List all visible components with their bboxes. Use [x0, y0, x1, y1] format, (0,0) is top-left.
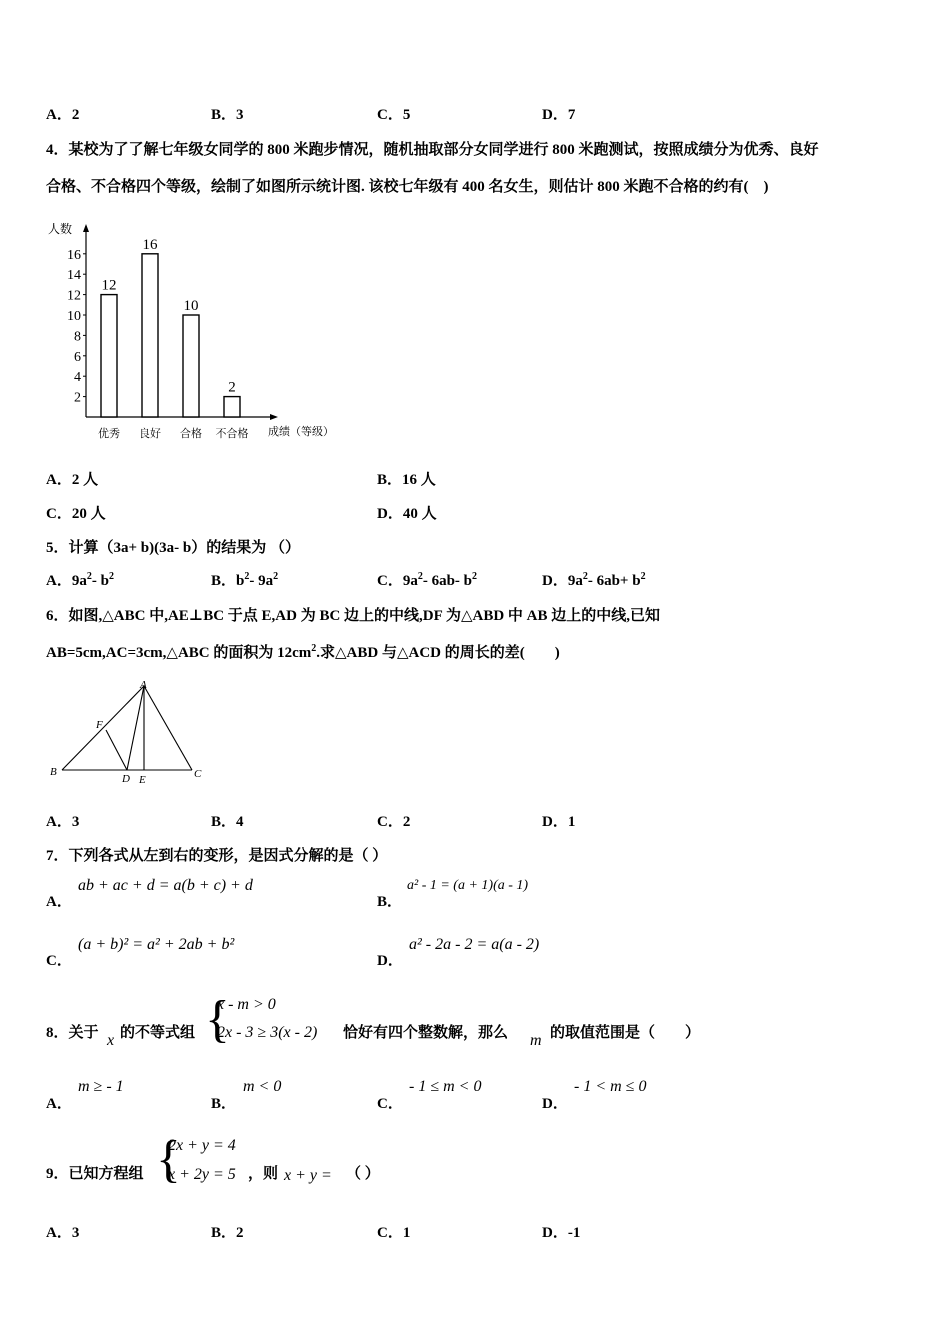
- q5-option-c: C．$9a^2-$ 6ab- $b^2$: [377, 571, 478, 589]
- y-tick-label: 4: [74, 370, 81, 386]
- q9-middle: ，则: [248, 1166, 279, 1182]
- x-tick-label: 合格: [180, 428, 202, 440]
- q9-brace: {: [156, 1131, 181, 1188]
- q4-option-b: B．16 人: [377, 472, 436, 488]
- q8-option-a-expr: m ≥ - 1: [78, 1078, 124, 1095]
- x-tick-label: 不合格: [215, 428, 249, 440]
- bar-data-label: 2: [228, 379, 236, 396]
- q5-text: 5．计算（3a+ b)(3a- b）的结果为 （）: [46, 540, 300, 556]
- q3-option-c: C．5: [377, 107, 411, 123]
- q4-option-c: C．20 人: [46, 506, 106, 522]
- q6-option-a: A．3: [46, 814, 80, 830]
- label-c: C: [194, 768, 202, 780]
- label-b: B: [50, 766, 57, 778]
- q7-option-b-letter: B．: [377, 894, 403, 910]
- q9-expr: x + y =: [284, 1167, 332, 1184]
- x-axis-arrow: [270, 414, 278, 420]
- q7-option-c-letter: C．: [46, 953, 72, 969]
- bar-3: [183, 315, 199, 417]
- q4-option-a: A．2 人: [46, 472, 99, 488]
- q8-var-x: x: [107, 1032, 115, 1049]
- median-ad: [127, 686, 144, 770]
- y-tick-label: 6: [74, 349, 81, 365]
- q4-option-d: D．40 人: [377, 506, 437, 522]
- q9-option-a: A．3: [46, 1225, 80, 1241]
- y-axis-label: 人数: [48, 222, 73, 236]
- q9-prefix: 9．已知方程组: [46, 1166, 144, 1182]
- q8-option-c-expr: - 1 ≤ m < 0: [409, 1078, 482, 1095]
- label-e: E: [139, 774, 146, 786]
- side-ab: [62, 686, 144, 770]
- y-tick-label: 12: [67, 288, 81, 304]
- x-axis-label: 成绩（等级）: [268, 426, 334, 438]
- label-d: D: [122, 773, 130, 785]
- q8-middle: 的不等式组: [120, 1025, 196, 1041]
- label-a: A: [140, 679, 147, 691]
- y-tick-label: 16: [67, 247, 81, 263]
- q9-option-d: D．-1: [542, 1225, 581, 1241]
- y-tick-label: 10: [67, 309, 81, 324]
- q8-option-b-expr: m < 0: [243, 1078, 282, 1095]
- q6-option-b: B．4: [211, 814, 244, 830]
- q7-option-c-expr: (a + b)² = a² + 2ab + b²: [78, 936, 235, 953]
- q8-option-a-letter: A．: [46, 1096, 72, 1112]
- q8-system-line2: 2x - 3 ≥ 3(x - 2): [217, 1024, 318, 1041]
- bar-data-label: 16: [142, 236, 158, 253]
- q4-text-line2: 合格、不合格四个等级，绘制了如图所示统计图. 该校七年级有 400 名女生，则估计 800 米跑不合格的约有( ): [46, 179, 769, 195]
- q7-option-d-expr: a² - 2a - 2 = a(a - 2): [409, 936, 540, 953]
- q5-option-a: A．$9a^2-$ $b^2$: [46, 571, 114, 589]
- q9-option-b: B．2: [211, 1225, 244, 1241]
- x-tick-label: 优秀: [98, 428, 120, 440]
- q4-bar-chart: [44, 218, 354, 448]
- q9-end: （ ）: [346, 1166, 380, 1182]
- q6-text-line1: 6．如图,△ABC 中,AE⊥BC 于点 E,AD 为 BC 边上的中线,DF 为△ABD 中 AB 边上的中线,已知: [46, 608, 661, 624]
- q8-var-m: m: [530, 1032, 542, 1049]
- q8-brace: {: [205, 991, 230, 1048]
- q7-option-a-expr: ab + ac + d = a(b + c) + d: [78, 877, 253, 894]
- bar-data-label: 12: [101, 277, 117, 294]
- q7-option-d-letter: D．: [377, 953, 403, 969]
- q6-text-line2: AB=5cm,AC=3cm,△ABC 的面积为 $12cm^2$.求△ABD 与△ACD 的周长的差( ): [46, 643, 560, 661]
- q3-option-b: B．3: [211, 107, 244, 123]
- q7-option-b-expr: a² - 1 = (a + 1)(a - 1): [407, 878, 529, 893]
- q8-suffix: 恰好有四个整数解，那么: [343, 1025, 509, 1041]
- q8-system-line1: x - m > 0: [217, 996, 276, 1013]
- bar-1: [101, 295, 117, 417]
- q3-option-d: D．7: [542, 107, 576, 123]
- y-tick-label: 8: [74, 329, 81, 345]
- q8-option-c-letter: C．: [377, 1096, 403, 1112]
- bar-data-label: 10: [183, 298, 199, 314]
- median-df: [106, 730, 127, 770]
- q8-prefix: 8．关于: [46, 1025, 99, 1041]
- q9-system-line1: 2x + y = 4: [168, 1137, 236, 1154]
- bar-4: [224, 397, 240, 417]
- q6-option-c: C．2: [377, 814, 411, 830]
- q8-option-d-expr: - 1 < m ≤ 0: [574, 1078, 647, 1095]
- q8-end: 的取值范围是（ ）: [550, 1025, 701, 1041]
- y-tick-label: 2: [74, 390, 81, 406]
- q3-option-a: A．2: [46, 107, 80, 123]
- x-tick-label: 良好: [139, 428, 161, 440]
- q5-option-b: B．$b^2-$ $9a^2$: [211, 571, 279, 589]
- y-tick-label: 14: [67, 268, 81, 284]
- q4-text-line1: 4．某校为了了解七年级女同学的 800 米跑步情况，随机抽取部分女同学进行 800 米跑测试，按照成绩分为优秀、良好: [46, 142, 819, 158]
- q7-text: 7．下列各式从左到右的变形，是因式分解的是（ ）: [46, 848, 388, 864]
- q5-option-d: D．$9a^2-$ $6ab+ b^2$: [542, 571, 646, 589]
- side-ac: [144, 686, 192, 770]
- q8-option-b-letter: B．: [211, 1096, 237, 1112]
- bar-2: [142, 254, 158, 417]
- label-f: F: [96, 719, 103, 731]
- q8-option-d-letter: D．: [542, 1096, 568, 1112]
- y-axis-arrow: [83, 224, 89, 232]
- q9-system-line2: x + 2y = 5: [168, 1166, 236, 1183]
- q9-option-c: C．1: [377, 1225, 411, 1241]
- q6-option-d: D．1: [542, 814, 576, 830]
- q7-option-a-letter: A．: [46, 894, 72, 910]
- q6-triangle-figure: [46, 678, 216, 788]
